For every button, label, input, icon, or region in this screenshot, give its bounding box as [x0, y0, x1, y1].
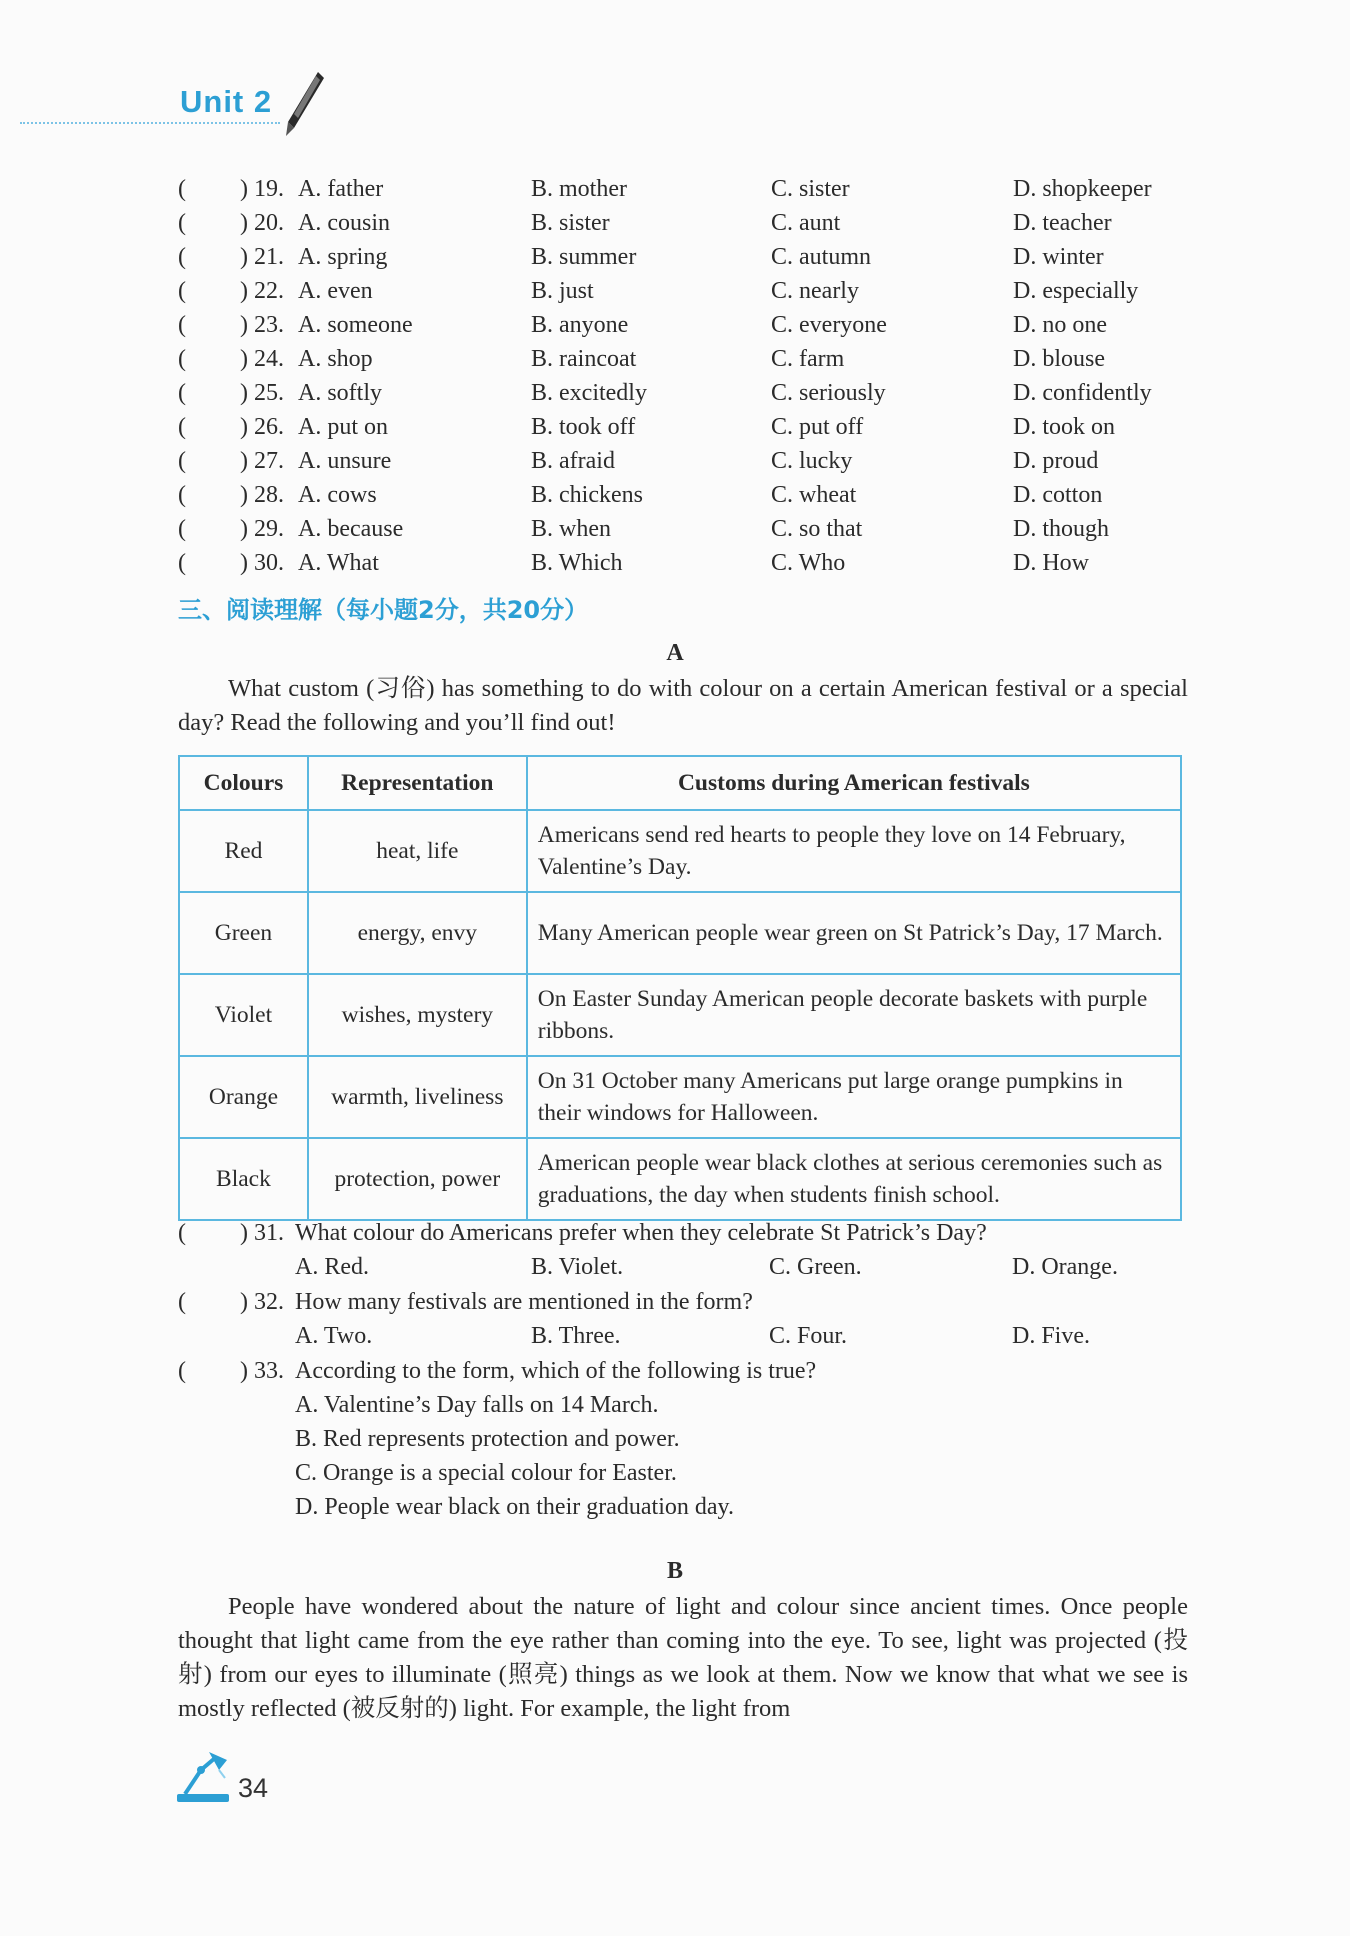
table-row [179, 810, 1181, 892]
option-c[interactable]: C. put off [771, 414, 864, 440]
option-a[interactable]: A. someone [298, 312, 413, 338]
cloze-question-row [178, 172, 1188, 206]
answer-bracket[interactable]: ( [178, 1358, 186, 1384]
option-d[interactable]: D. though [1013, 516, 1109, 542]
question-32 [178, 1285, 1188, 1353]
question-number: ) 26. [240, 414, 284, 440]
option-a[interactable]: A. shop [298, 346, 373, 372]
option-c[interactable]: C. everyone [771, 312, 887, 338]
question-number: ) 21. [240, 244, 284, 270]
cloze-question-row [178, 410, 1188, 444]
cloze-question-row [178, 444, 1188, 478]
desk-lamp-icon [175, 1748, 235, 1804]
option-b[interactable]: B. sister [531, 210, 610, 236]
option-a[interactable]: A. even [298, 278, 373, 304]
question-number: ) 19. [240, 176, 284, 202]
option-a[interactable]: A. unsure [298, 448, 392, 474]
cloze-question-row [178, 308, 1188, 342]
question-number: ) 27. [240, 448, 284, 474]
option-a[interactable]: A. Valentine’s Day falls on 14 March. [295, 1392, 659, 1418]
colour-cell: Orange [179, 1056, 308, 1138]
representation-cell: heat, life [308, 810, 527, 892]
option-c[interactable]: C. so that [771, 516, 863, 542]
table-row [179, 892, 1181, 974]
option-b[interactable]: B. Red represents protection and power. [295, 1426, 680, 1452]
table-row [179, 1138, 1181, 1220]
custom-cell: On Easter Sunday American people decorate baskets with purple ribbons. [527, 974, 1181, 1056]
option-b[interactable]: B. summer [531, 244, 637, 270]
cloze-question-row [178, 546, 1188, 580]
table-header-representation: Representation [308, 756, 527, 810]
colour-cell: Green [179, 892, 308, 974]
cloze-question-row [178, 240, 1188, 274]
option-d[interactable]: D. Orange. [1012, 1254, 1118, 1280]
custom-cell: On 31 October many Americans put large orange pumpkins in their windows for Halloween. [527, 1056, 1181, 1138]
option-a[interactable]: A. cows [298, 482, 377, 508]
colour-customs-table [178, 755, 1182, 1221]
option-b[interactable]: B. when [531, 516, 611, 542]
table-header-row [179, 756, 1181, 810]
answer-bracket[interactable]: ( [178, 346, 186, 372]
table-row [179, 1056, 1181, 1138]
option-c[interactable]: C. Four. [769, 1323, 848, 1349]
question-number: ) 31. [240, 1220, 284, 1246]
option-d[interactable]: D. confidently [1013, 380, 1152, 406]
table-row [179, 974, 1181, 1056]
answer-bracket[interactable]: ( [178, 1289, 186, 1315]
option-d[interactable]: D. no one [1013, 312, 1107, 338]
header-divider [20, 122, 280, 124]
table-header-colours: Colours [179, 756, 308, 810]
answer-bracket[interactable]: ( [178, 414, 186, 440]
option-d[interactable]: D. teacher [1013, 210, 1112, 236]
cloze-question-row [178, 512, 1188, 546]
colour-cell: Red [179, 810, 308, 892]
question-text: How many festivals are mentioned in the form? [295, 1289, 753, 1315]
option-c[interactable]: C. Orange is a special colour for Easter. [295, 1460, 677, 1486]
question-number: ) 25. [240, 380, 284, 406]
question-number: ) 24. [240, 346, 284, 372]
option-d[interactable]: D. winter [1013, 244, 1104, 270]
option-d[interactable]: D. proud [1013, 448, 1099, 474]
question-number: ) 23. [240, 312, 284, 338]
option-a[interactable]: A. Two. [295, 1323, 373, 1349]
passage-a-intro: What custom (习俗) has something to do with colour on a certain American festival or a special day? Read the following and you’ll find out! [178, 675, 1188, 736]
option-b[interactable]: B. Which [531, 550, 623, 576]
answer-bracket[interactable]: ( [178, 176, 186, 202]
question-number: ) 29. [240, 516, 284, 542]
option-b[interactable]: B. chickens [531, 482, 643, 508]
page-header [0, 60, 340, 130]
question-number: ) 22. [240, 278, 284, 304]
option-d[interactable]: D. People wear black on their graduation day. [295, 1494, 734, 1520]
custom-cell: American people wear black clothes at serious ceremonies such as graduations, the day when students finish school. [527, 1138, 1181, 1220]
representation-cell: wishes, mystery [308, 974, 527, 1056]
passage-b-letter: B [666, 1558, 683, 1584]
table-header-customs: Customs during American festivals [527, 756, 1181, 810]
option-a[interactable]: A. because [298, 516, 404, 542]
option-d[interactable]: D. shopkeeper [1013, 176, 1152, 202]
cloze-question-row [178, 478, 1188, 512]
question-number: ) 33. [240, 1358, 284, 1384]
answer-bracket[interactable]: ( [178, 1220, 186, 1246]
option-d[interactable]: D. cotton [1013, 482, 1103, 508]
question-number: ) 28. [240, 482, 284, 508]
option-d[interactable]: D. How [1013, 550, 1089, 576]
option-c[interactable]: C. autumn [771, 244, 871, 270]
option-a[interactable]: A. What [298, 550, 379, 576]
option-a[interactable]: A. put on [298, 414, 388, 440]
option-b[interactable]: B. just [531, 278, 594, 304]
question-31 [178, 1216, 1188, 1284]
answer-bracket[interactable]: ( [178, 482, 186, 508]
option-b[interactable]: B. anyone [531, 312, 629, 338]
option-c[interactable]: C. seriously [771, 380, 886, 406]
representation-cell: energy, envy [308, 892, 527, 974]
option-c[interactable]: C. Green. [769, 1254, 862, 1280]
option-b[interactable]: B. excitedly [531, 380, 647, 406]
question-text: What colour do Americans prefer when they celebrate St Patrick’s Day? [295, 1220, 987, 1246]
option-c[interactable]: C. aunt [771, 210, 841, 236]
passage-b-text: People have wondered about the nature of light and colour since ancient times. Once people thought that light came from the eye rather than coming into the eye. To see, light was projected (投射) from our eyes to illuminate (照亮) things as we look at them. Now we know that what we see is mostly reflected (被反射的) light. For example, the light from [178, 1593, 1188, 1722]
option-c[interactable]: C. wheat [771, 482, 857, 508]
option-d[interactable]: D. especially [1013, 278, 1139, 304]
question-text: According to the form, which of the following is true? [295, 1358, 817, 1384]
question-number: ) 20. [240, 210, 284, 236]
pen-icon [280, 70, 326, 140]
option-d[interactable]: D. blouse [1013, 346, 1105, 372]
option-b[interactable]: B. took off [531, 414, 636, 440]
passage-a-letter: A [666, 640, 684, 666]
question-number: ) 30. [240, 550, 284, 576]
option-a[interactable]: A. softly [298, 380, 382, 406]
option-a[interactable]: A. father [298, 176, 384, 202]
option-a[interactable]: A. cousin [298, 210, 390, 236]
answer-bracket[interactable]: ( [178, 448, 186, 474]
option-c[interactable]: C. Who [771, 550, 846, 576]
option-d[interactable]: D. Five. [1012, 1323, 1090, 1349]
answer-bracket[interactable]: ( [178, 244, 186, 270]
option-c[interactable]: C. nearly [771, 278, 859, 304]
answer-bracket[interactable]: ( [178, 312, 186, 338]
option-d[interactable]: D. took on [1013, 414, 1115, 440]
option-c[interactable]: C. farm [771, 346, 845, 372]
answer-bracket[interactable]: ( [178, 380, 186, 406]
cloze-options-list [178, 172, 1188, 580]
colour-cell: Black [179, 1138, 308, 1220]
answer-bracket[interactable]: ( [178, 210, 186, 236]
question-number: ) 32. [240, 1289, 284, 1315]
cloze-question-row [178, 274, 1188, 308]
unit-title: Unit 2 [180, 84, 273, 119]
option-b[interactable]: B. afraid [531, 448, 615, 474]
option-c[interactable]: C. sister [771, 176, 850, 202]
page-number: 34 [238, 1773, 269, 1803]
cloze-question-row [178, 206, 1188, 240]
representation-cell: warmth, liveliness [308, 1056, 527, 1138]
section-title: 三、阅读理解（每小题2分，共20分） [178, 596, 589, 624]
option-a[interactable]: A. Red. [295, 1254, 369, 1280]
option-b[interactable]: B. raincoat [531, 346, 637, 372]
option-b[interactable]: B. Three. [531, 1323, 621, 1349]
question-33 [178, 1354, 1188, 1524]
answer-bracket[interactable]: ( [178, 550, 186, 576]
cloze-question-row [178, 342, 1188, 376]
answer-bracket[interactable]: ( [178, 278, 186, 304]
representation-cell: protection, power [308, 1138, 527, 1220]
option-a[interactable]: A. spring [298, 244, 388, 270]
custom-cell: Many American people wear green on St Patrick’s Day, 17 March. [527, 892, 1181, 974]
cloze-question-row [178, 376, 1188, 410]
custom-cell: Americans send red hearts to people they love on 14 February, Valentine’s Day. [527, 810, 1181, 892]
answer-bracket[interactable]: ( [178, 516, 186, 542]
option-b[interactable]: B. mother [531, 176, 627, 202]
option-c[interactable]: C. lucky [771, 448, 853, 474]
colour-cell: Violet [179, 974, 308, 1056]
option-b[interactable]: B. Violet. [531, 1254, 624, 1280]
